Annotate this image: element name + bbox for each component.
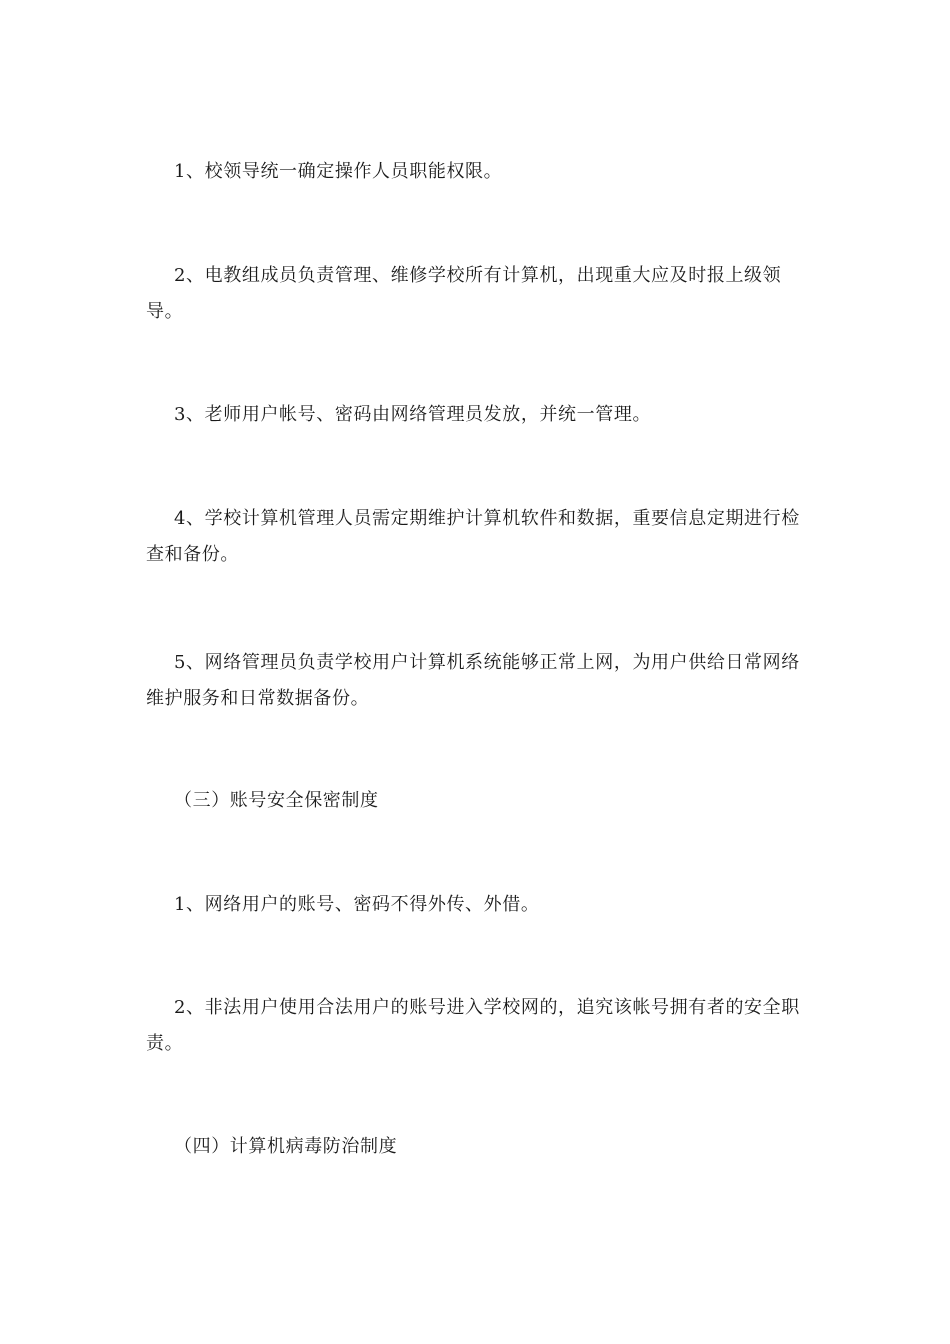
- paragraph-4: 4、学校计算机管理人员需定期维护计算机软件和数据，重要信息定期进行检查和备份。: [146, 508, 800, 565]
- paragraph-5: 5、网络管理员负责学校用户计算机系统能够正常上网，为用户供给日常网络维护服务和日常数据备份。: [146, 652, 800, 709]
- section-3-heading: （三）账号安全保密制度: [174, 790, 379, 811]
- section-4-heading: （四）计算机病毒防治制度: [174, 1136, 398, 1157]
- section-3-item-2: 2、非法用户使用合法用户的账号进入学校网的，追究该帐号拥有者的安全职责。: [146, 997, 800, 1054]
- paragraph-1: 1、校领导统一确定操作人员职能权限。: [174, 161, 503, 182]
- paragraph-3: 3、老师用户帐号、密码由网络管理员发放，并统一管理。: [174, 404, 652, 425]
- paragraph-2: 2、电教组成员负责管理、维修学校所有计算机，出现重大应及时报上级领导。: [146, 265, 782, 322]
- section-3-item-1: 1、网络用户的账号、密码不得外传、外借。: [174, 894, 540, 915]
